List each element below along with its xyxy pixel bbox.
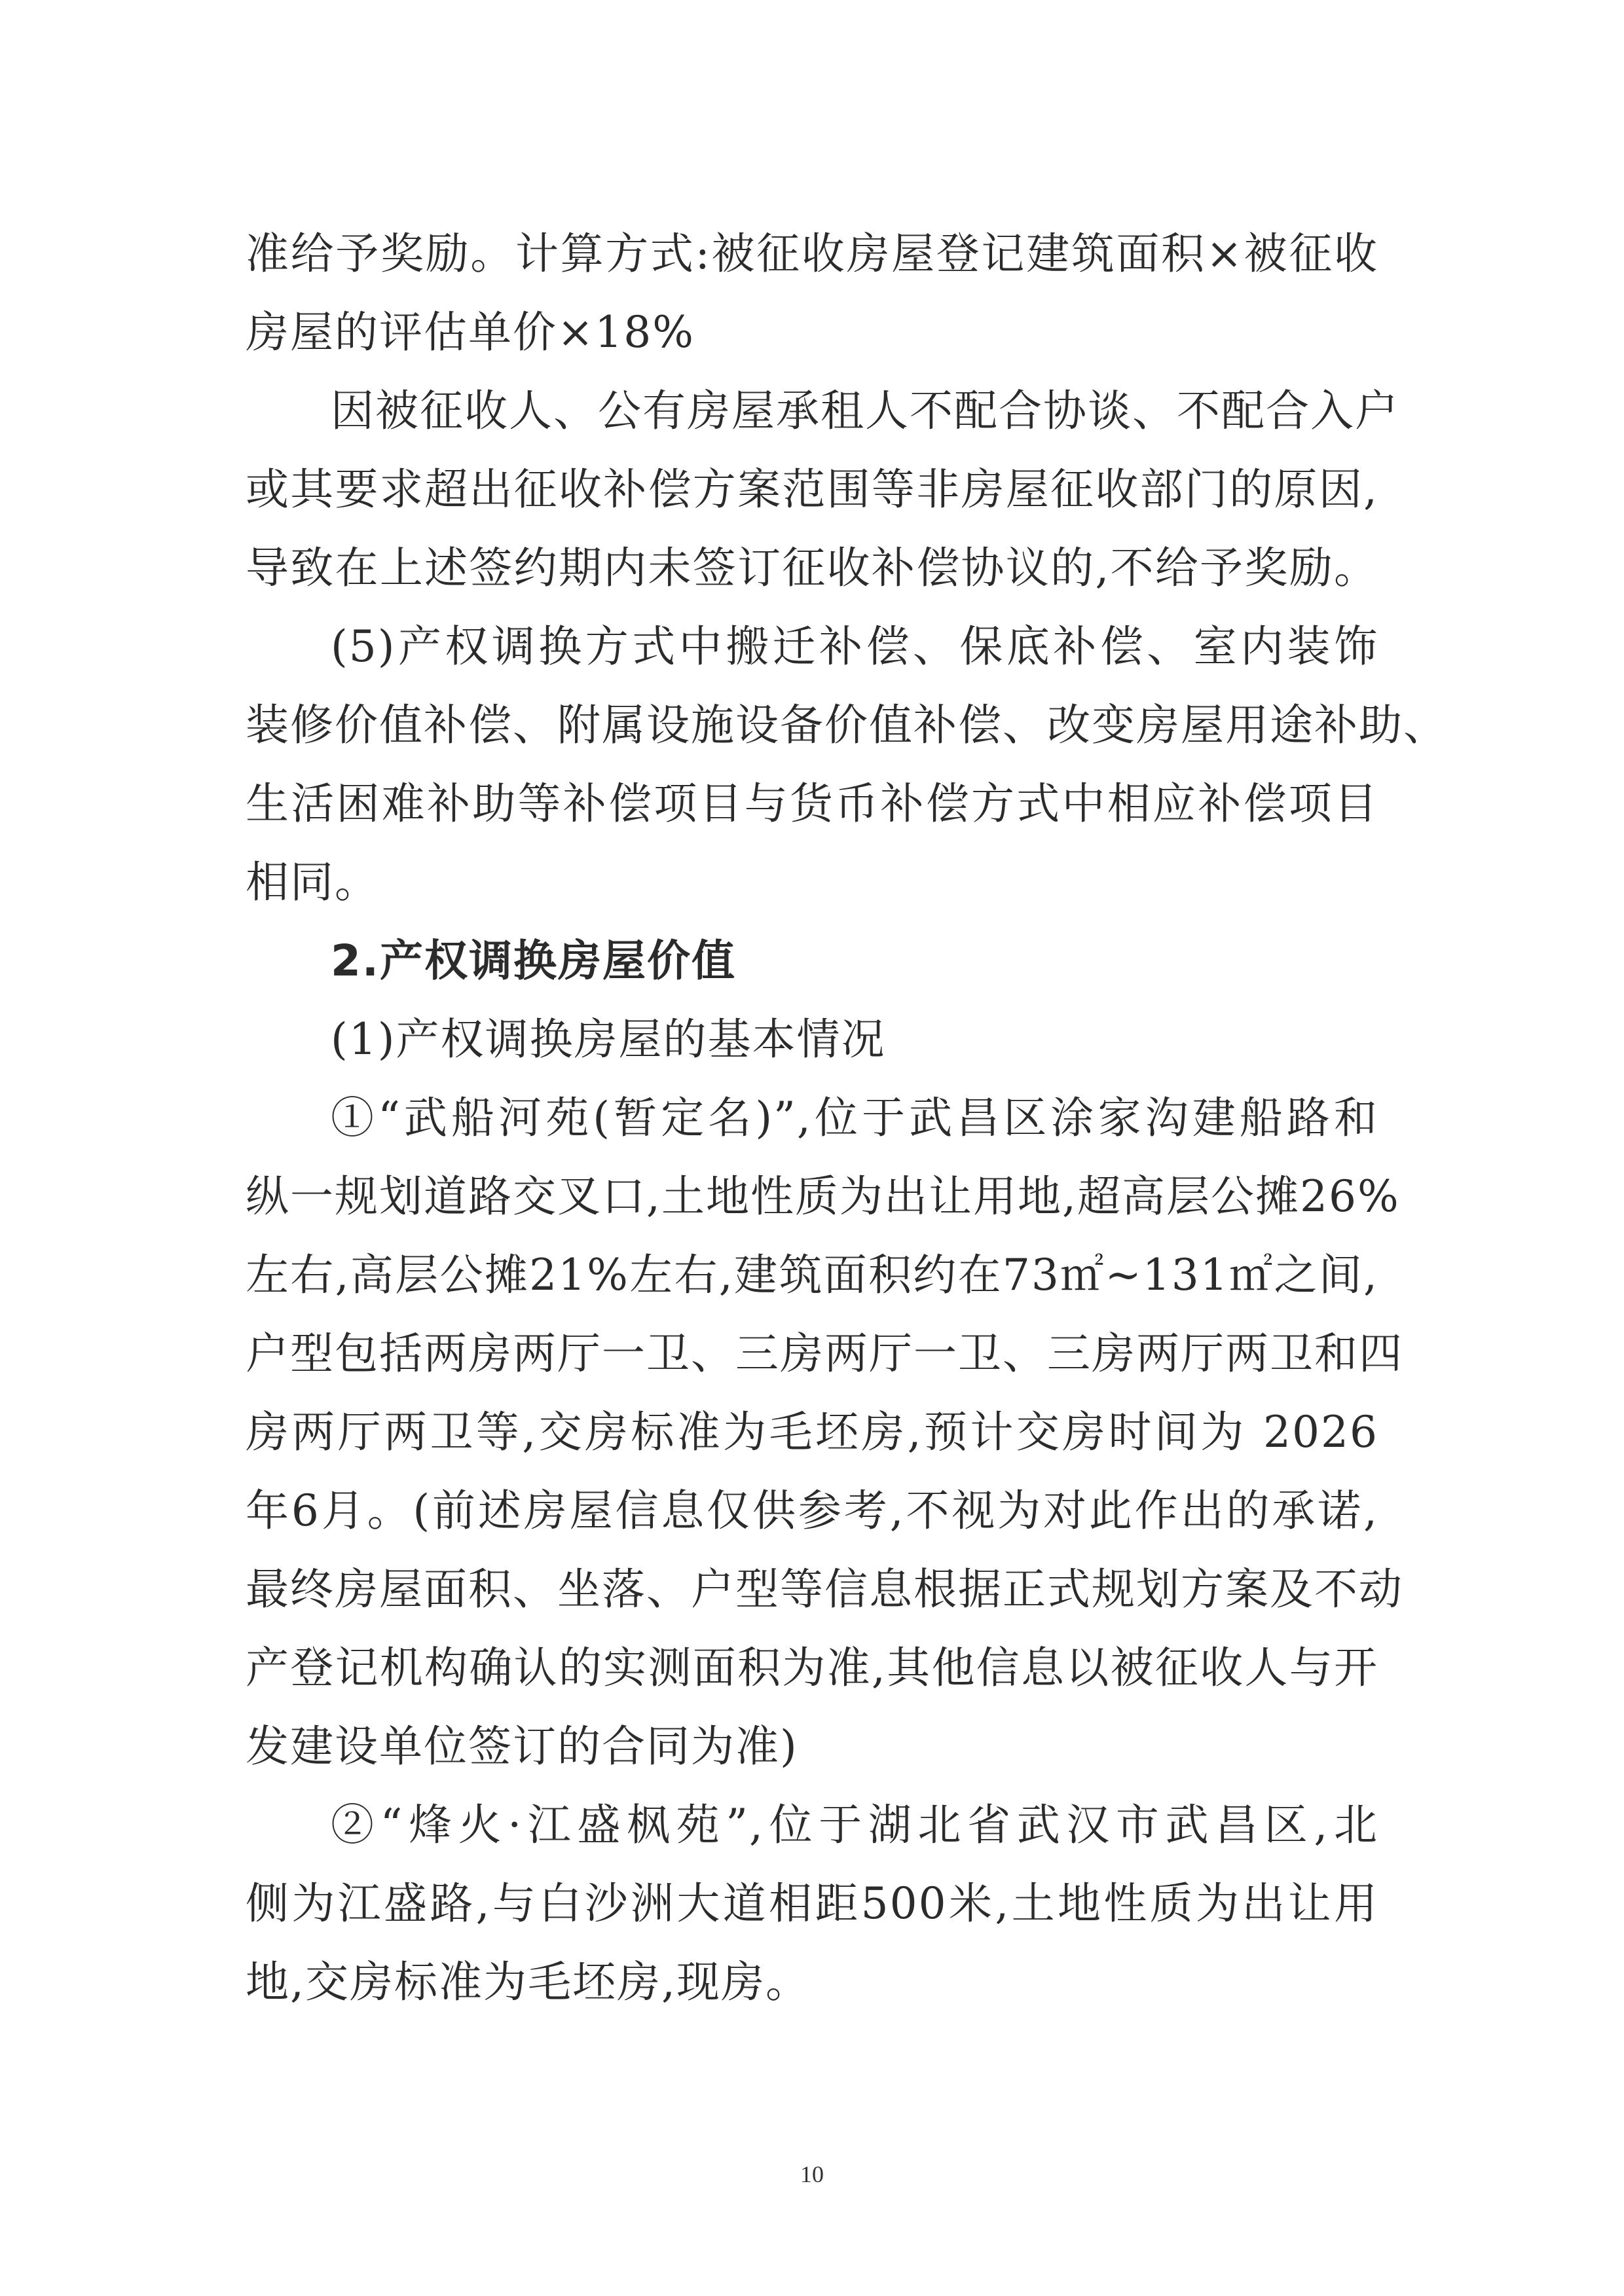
- paragraph-first-line: ①“武船河苑(暂定名)”,位于武昌区涂家沟建船路和: [331, 1093, 1378, 1143]
- text-line: 装修价值补偿、附属设施设备价值补偿、改变房屋用途补助、: [246, 700, 1448, 750]
- paragraph-first-line: ②“烽火·江盛枫苑”,位于湖北省武汉市武昌区,北: [331, 1800, 1378, 1850]
- text-line: 相同。: [246, 857, 379, 907]
- text-line: 房屋的评估单价×18%: [246, 307, 695, 357]
- text-line: 产登记机构确认的实测面积为准,其他信息以被征收人与开: [246, 1643, 1378, 1693]
- text-line: 左右,高层公摊21%左右,建筑面积约在73㎡~131㎡之间,: [246, 1250, 1378, 1300]
- text-line: 准给予奖励。计算方式:被征收房屋登记建筑面积×被征收: [246, 228, 1378, 279]
- text-line: 户型包括两房两厅一卫、三房两厅一卫、三房两厅两卫和四: [246, 1328, 1403, 1379]
- subsection-heading: (1)产权调换房屋的基本情况: [331, 1014, 886, 1065]
- text-line: 或其要求超出征收补偿方案范围等非房屋征收部门的原因,: [246, 464, 1378, 515]
- text-line: 最终房屋面积、坐落、户型等信息根据正式规划方案及不动: [246, 1564, 1403, 1614]
- text-line: 地,交房标准为毛坯房,现房。: [246, 1957, 810, 2007]
- paragraph-first-line: 因被征收人、公有房屋承租人不配合协谈、不配合入户: [331, 386, 1399, 436]
- text-line: 纵一规划道路交叉口,土地性质为出让用地,超高层公摊26%: [246, 1171, 1400, 1222]
- page-number: 10: [800, 2161, 824, 2187]
- text-line: 侧为江盛路,与白沙洲大道相距500米,土地性质为出让用: [246, 1878, 1378, 1929]
- text-line: 发建设单位签订的合同为准): [246, 1721, 798, 1772]
- text-line: 房两厅两卫等,交房标准为毛坯房,预计交房时间为 2026: [246, 1407, 1378, 1457]
- section-heading: 2.产权调换房屋价值: [331, 936, 736, 986]
- text-line: 导致在上述签约期内未签订征收补偿协议的,不给予奖励。: [246, 543, 1378, 593]
- text-line: 生活困难补助等补偿项目与货币补偿方式中相应补偿项目: [246, 778, 1378, 829]
- paragraph-first-line: (5)产权调换方式中搬迁补偿、保底补偿、室内装饰: [331, 621, 1378, 672]
- text-line: 年6月。(前述房屋信息仅供参考,不视为对此作出的承诺,: [246, 1485, 1378, 1536]
